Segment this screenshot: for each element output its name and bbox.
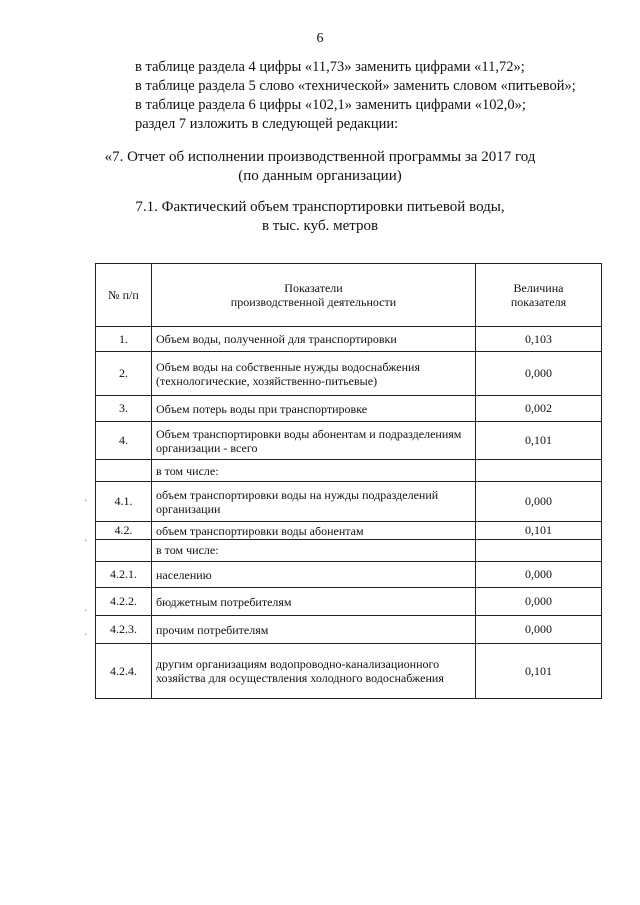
header-indicator xyxy=(152,264,476,327)
row-indicator: Объем потерь воды при транспортировке xyxy=(152,396,476,422)
row-num: 2. xyxy=(96,352,152,396)
table-row xyxy=(96,482,602,522)
row-value xyxy=(476,540,602,562)
row-value xyxy=(476,460,602,482)
table-row xyxy=(96,588,602,616)
row-num: 4.2.1. xyxy=(96,562,152,588)
table-row xyxy=(96,352,602,396)
row-num: 3. xyxy=(96,396,152,422)
table-row xyxy=(96,522,602,540)
row-num: 4. xyxy=(96,422,152,460)
subsection-title xyxy=(0,198,640,236)
table-row xyxy=(96,562,602,588)
row-value: 0,101 xyxy=(476,422,602,460)
row-indicator: Объем воды, полученной для транспортировки xyxy=(152,327,476,352)
row-num: 1. xyxy=(96,327,152,352)
row-indicator: в том числе: xyxy=(152,540,476,562)
row-indicator: населению xyxy=(152,562,476,588)
row-value: 0,000 xyxy=(476,616,602,644)
section-title xyxy=(0,148,640,186)
row-value: 0,000 xyxy=(476,588,602,616)
scan-mark: · xyxy=(84,496,88,507)
row-value: 0,000 xyxy=(476,482,602,522)
row-indicator: объем транспортировки воды абонентам xyxy=(152,522,476,540)
header-value-line: показателя xyxy=(510,295,567,309)
row-value: 0,000 xyxy=(476,562,602,588)
table-header-row xyxy=(96,264,602,327)
scan-mark: · xyxy=(84,536,88,547)
header-num: № п/п xyxy=(96,264,152,327)
amendment-line: в таблице раздела 5 слово «технической» заменить словом «питьевой»; xyxy=(135,78,576,94)
amendments-list xyxy=(135,58,576,134)
row-num: 4.2. xyxy=(96,522,152,540)
amendment-line: в таблице раздела 6 цифры «102,1» заменить цифрами «102,0»; xyxy=(135,97,526,113)
header-indicator-line: производственной деятельности xyxy=(230,295,397,309)
row-indicator: бюджетным потребителям xyxy=(152,588,476,616)
subsection-title-line: 7.1. Фактический объем транспортировки питьевой воды, xyxy=(135,199,505,215)
row-indicator: Объем воды на собственные нужды водоснабжения (технологические, хозяйственно-питьевые) xyxy=(152,352,476,396)
row-num xyxy=(96,540,152,562)
section-title-line: (по данным организации) xyxy=(238,168,402,184)
header-value xyxy=(476,264,602,327)
row-num: 4.1. xyxy=(96,482,152,522)
scan-mark: · xyxy=(84,606,88,617)
row-value: 0,103 xyxy=(476,327,602,352)
row-indicator: другим организациям водопроводно-канализационного хозяйства для осуществления холодного водоснабжения xyxy=(152,644,476,699)
row-num: 4.2.4. xyxy=(96,644,152,699)
row-num: 4.2.3. xyxy=(96,616,152,644)
table-row xyxy=(96,616,602,644)
table-row xyxy=(96,540,602,562)
amendment-line: в таблице раздела 4 цифры «11,73» заменить цифрами «11,72»; xyxy=(135,59,525,75)
header-indicator-line: Показатели xyxy=(284,281,343,295)
subsection-title-line: в тыс. куб. метров xyxy=(261,218,379,234)
amendment-line: раздел 7 изложить в следующей редакции: xyxy=(135,116,399,132)
header-value-line: Величина xyxy=(513,281,564,295)
row-value: 0,000 xyxy=(476,352,602,396)
table-row xyxy=(96,422,602,460)
row-num: 4.2.2. xyxy=(96,588,152,616)
row-value: 0,101 xyxy=(476,644,602,699)
row-indicator: прочим потребителям xyxy=(152,616,476,644)
section-title-line: «7. Отчет об исполнении производственной программы за 2017 год xyxy=(104,149,536,165)
table-row xyxy=(96,460,602,482)
page-number: 6 xyxy=(316,31,324,46)
table-row xyxy=(96,396,602,422)
row-value: 0,002 xyxy=(476,396,602,422)
row-indicator: Объем транспортировки воды абонентам и подразделениям организации - всего xyxy=(152,422,476,460)
row-num xyxy=(96,460,152,482)
table-row xyxy=(96,327,602,352)
row-indicator: объем транспортировки воды на нужды подразделений организации xyxy=(152,482,476,522)
table-row xyxy=(96,644,602,699)
row-indicator: в том числе: xyxy=(152,460,476,482)
row-value: 0,101 xyxy=(476,522,602,540)
water-transport-table xyxy=(95,263,602,699)
scan-mark: · xyxy=(84,630,88,641)
